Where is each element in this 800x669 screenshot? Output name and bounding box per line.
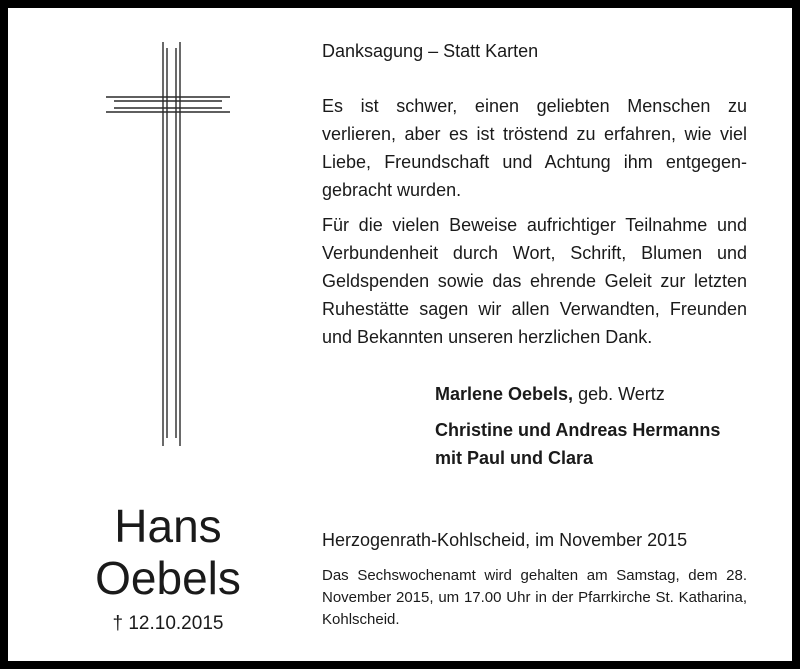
- thanks-paragraph-2: Für die vielen Beweise aufrichtiger Teilnahme und Verbundenheit durch Wort, Schrift, Blumen und Geldspenden sowie das ehrende Geleit zur letzten Ruhestätte sagen wir allen Verwandten, Freunden und Bekannten unseren herzlichen Dank.: [322, 215, 747, 347]
- signers-block: [435, 380, 720, 472]
- place-and-date: Herzogenrath-Kohlscheid, im November 2015: [322, 530, 688, 550]
- signer-2-line-2: mit Paul und Clara: [435, 448, 594, 468]
- signer-1-maiden-name: geb. Wertz: [573, 384, 665, 404]
- obituary-card: [8, 8, 792, 661]
- signer-2-line-1: Christine und Andreas Hermanns: [435, 420, 721, 440]
- memorial-service-notice: Das Sechswochenamt wird gehalten am Samstag, dem 28. November 2015, um 17.00 Uhr in der Pfarrkirche St. Katharina, Kohlscheid.: [322, 567, 747, 628]
- notice-heading: Danksagung – Statt Karten: [322, 41, 539, 61]
- signer-1: [435, 380, 720, 408]
- death-date: † 12.10.2015: [112, 613, 224, 634]
- deceased-first-name: Hans: [114, 500, 222, 552]
- thanks-paragraph-1: Es ist schwer, einen geliebten Menschen zu verlieren, aber es ist tröstend zu erfahren, wie viel Liebe, Freundschaft und Achtung ihm entgegengebracht wurden.: [322, 96, 747, 200]
- deceased-name-block: [74, 500, 262, 636]
- deceased-last-name: Oebels: [95, 552, 241, 604]
- signer-1-name: Marlene Oebels,: [435, 384, 574, 404]
